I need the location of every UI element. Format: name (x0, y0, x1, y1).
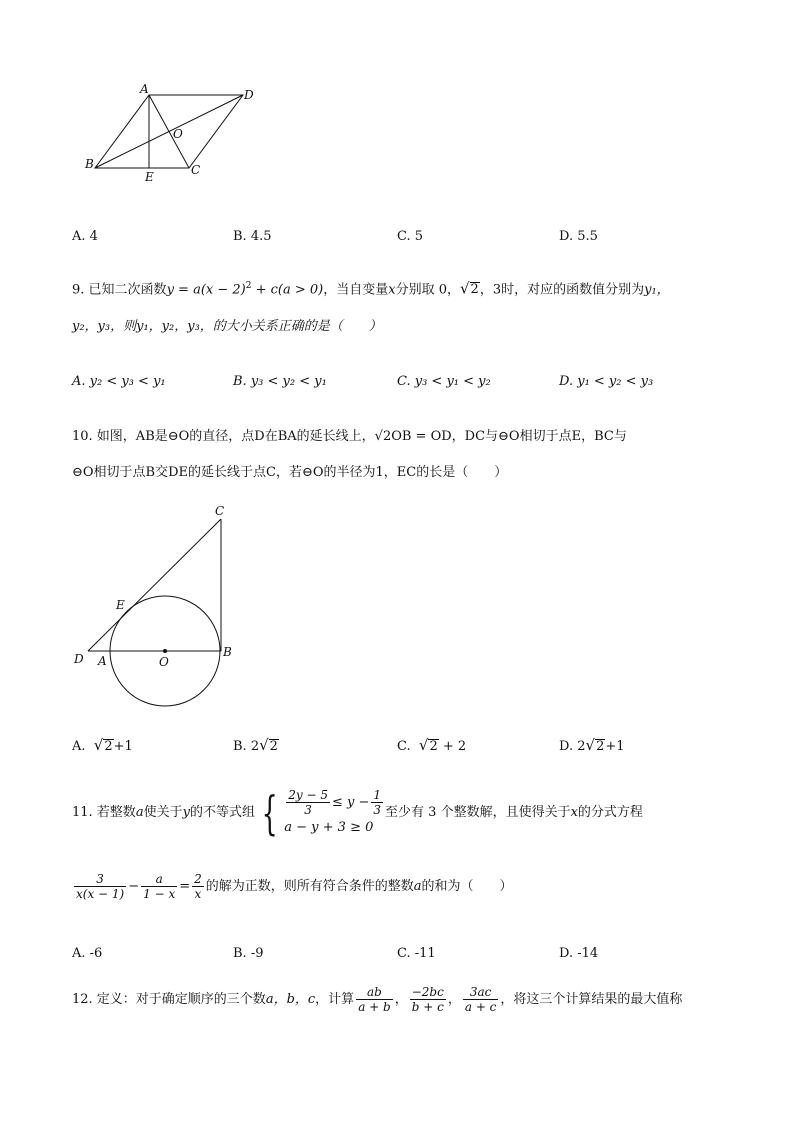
label-A: A (140, 82, 149, 96)
center-point-O (163, 649, 167, 653)
q9-y1: y₁， (644, 282, 670, 298)
q9-sqrt: 2 (470, 282, 479, 298)
q8-option-a: A. 4 (72, 229, 98, 244)
label-D: D (244, 88, 254, 102)
eq-fraction-2: $\frac{a}{1 - x}$ (143, 872, 176, 901)
q8-option-c: C. 5 (397, 229, 424, 244)
label-D: D (74, 652, 84, 666)
q9-line2: y₂，y₃，则y₁，y₂，y₃，的大小关系正确的是（ ） (72, 319, 382, 334)
label-B: B (223, 645, 232, 659)
eq-fraction-3: $\frac{2}{x}$ (194, 872, 202, 901)
q9-exponent: 2 (245, 281, 252, 291)
q9-line1: 9. 已知二次函数$y = a(x - 2)^2 + c(a > 0)$，当自变量x分别取 0，√2，3时，对应的函数值分别为y₁， (72, 279, 670, 298)
q12-line1: 12. 定义：对于确定顺序的三个数 a，b，c ，计算 $\frac{ab}{a + b}$ ， $\frac{-2bc}{b + c}$ ， $\frac{3ac}{a + c}$ ，将这三个计算结果的最大值称 (72, 985, 683, 1014)
q11-line1: 11. 若整数 a 使关于 y 的不等式组 { $\frac{2y - 5}{3}$ ≤ y − $\frac{1}{3}$ a − y + 3 ≥ 0 至少有 3 个整数解，且使得关于 x 的分式方程 (72, 785, 643, 840)
tangent-DC (88, 519, 221, 651)
label-A: A (98, 654, 107, 668)
label-O: O (173, 127, 183, 141)
q8-option-b: B. 4.5 (233, 229, 272, 244)
q11-option-c: C. -11 (397, 946, 436, 961)
eq-fraction-1: $\frac{3}{x(x - 1)}$ (76, 872, 125, 901)
q10-option-c: C. √2 + 2 (397, 736, 467, 754)
system-brace: { (261, 785, 278, 840)
q10-line2: ⊖O相切于点B交DE的延长线于点C，若⊖O的半径为1，EC的长是（ ） (72, 465, 508, 480)
q9-function: y = a(x − 2) (166, 282, 246, 298)
q9-option-d: D. y₁ < y₂ < y₃ (559, 374, 654, 389)
q10-option-d: D. 2√2+1 (559, 736, 625, 754)
label-E: E (116, 598, 125, 612)
label-B: B (85, 157, 94, 171)
q11-equation-line: $\frac{3}{x(x - 1)}$ − $\frac{a}{1 - x}$ = $\frac{2}{x}$ 的解为正数，则所有符合条件的整数 a 的和为（ ） (76, 872, 513, 901)
q12-fraction-1: $\frac{ab}{a + b}$ (358, 985, 391, 1014)
q9-option-c: C. y₃ < y₁ < y₂ (397, 374, 491, 389)
q12-fraction-2: $\frac{-2bc}{b + c}$ (411, 985, 444, 1014)
circle-tangent-figure (68, 500, 248, 710)
q9-option-a: A. y₂ < y₃ < y₁ (72, 374, 166, 389)
q8-option-d: D. 5.5 (559, 229, 598, 244)
q11-option-d: D. -14 (559, 946, 599, 961)
q9-pre: 已知二次函数 (88, 282, 167, 298)
q10-line1: 10. 如图，AB是⊖O的直径，点D在BA的延长线上，√2OB = OD，DC与⊖O相切于点E，BC与 (72, 429, 627, 444)
diagonal-AC (149, 95, 189, 168)
q9-number: 9. (72, 282, 89, 298)
label-O: O (159, 655, 169, 669)
parallelogram-figure (80, 80, 270, 190)
q9-mid: ，当自变量 (323, 282, 389, 298)
q11-option-b: B. -9 (233, 946, 264, 961)
q9-option-b: B. y₃ < y₂ < y₁ (233, 374, 327, 389)
label-C: C (191, 163, 201, 177)
q9-tail: ，3时，对应的函数值分别为 (479, 282, 645, 298)
q10-option-b: B. 2√2 (233, 736, 278, 754)
q9-x: x (388, 282, 396, 298)
inequality-system: $\frac{2y - 5}{3}$ ≤ y − $\frac{1}{3}$ a − y + 3 ≥ 0 (284, 788, 382, 835)
q9-mid2: 分别取 0， (395, 282, 460, 298)
q12-fraction-3: $\frac{3ac}{a + c}$ (464, 985, 497, 1014)
q10-option-a: A. √2+1 (72, 736, 133, 754)
label-C: C (215, 504, 225, 518)
label-E: E (145, 170, 154, 184)
q11-option-a: A. -6 (72, 946, 103, 961)
q9-function-b: + c(a > 0) (251, 282, 324, 298)
